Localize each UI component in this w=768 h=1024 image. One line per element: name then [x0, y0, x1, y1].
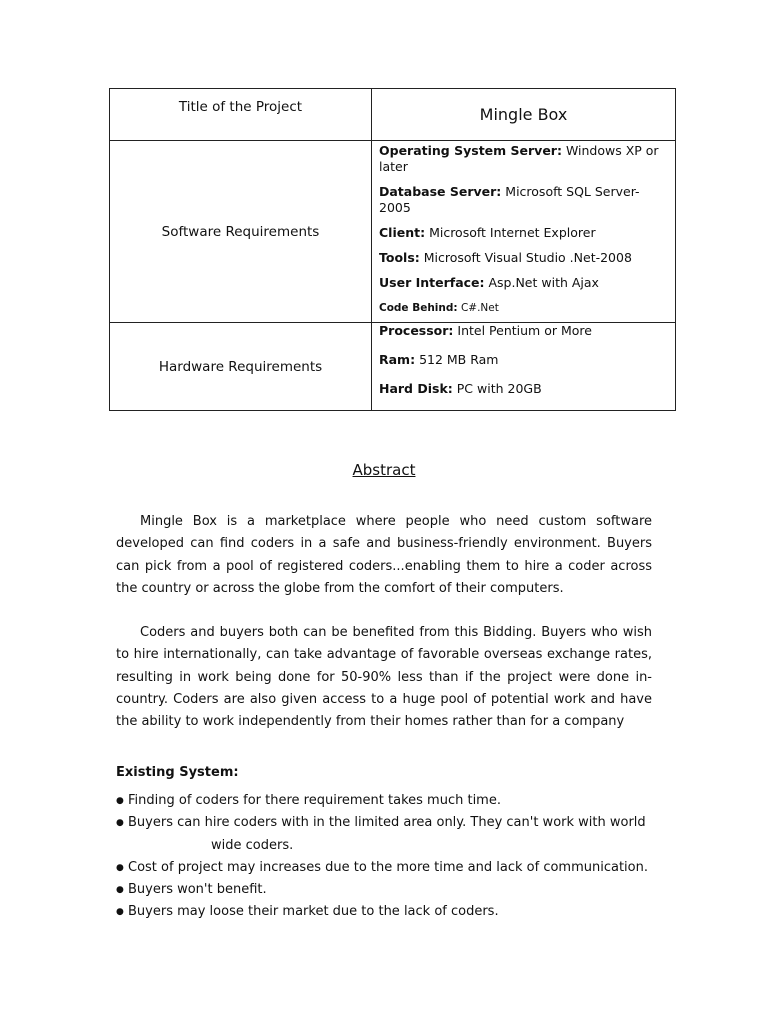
- bullet-icon: ●: [116, 907, 124, 918]
- hardware-items-cell: [372, 323, 676, 411]
- list-item: ● Buyers may loose their market due to the lack of coders.: [116, 901, 676, 923]
- hardware-item: Hard Disk: PC with 20GB: [379, 381, 542, 396]
- software-items-cell: [372, 141, 676, 323]
- list-item-continuation: wide coders.: [211, 837, 294, 853]
- title-label: Title of the Project: [178, 99, 303, 115]
- title-row: [110, 89, 676, 141]
- list-item: ● Cost of project may increases due to the more time and lack of communication.: [116, 857, 676, 879]
- abstract-paragraph: Coders and buyers both can be benefited from this Bidding. Buyers who wish to hire internationally, can take advantage of favorable overseas exchange rates, resulting in work being done for 50-90% less than if the project were done in-country. Coders are also given access to a huge pool of potential work and have the ability to work independently from their homes rather than for a company: [116, 625, 652, 730]
- software-row: [110, 141, 676, 323]
- software-item: Code Behind: C#.Net: [379, 302, 499, 314]
- hardware-item: Processor: Intel Pentium or More: [379, 323, 592, 338]
- existing-system-list: [116, 790, 676, 924]
- hardware-item: Ram: 512 MB Ram: [379, 352, 499, 367]
- bullet-icon: ●: [116, 862, 124, 873]
- project-name: Mingle Box: [479, 105, 568, 124]
- software-item: Database Server: Microsoft SQL Server-2005: [379, 184, 640, 215]
- bullet-icon: ●: [116, 796, 124, 806]
- software-item: User Interface: Asp.Net with Ajax: [379, 275, 599, 290]
- hardware-label-cell: [110, 323, 372, 411]
- list-item: ● Finding of coders for there requirement takes much time.: [116, 790, 676, 812]
- software-item: Tools: Microsoft Visual Studio .Net-2008: [379, 250, 632, 265]
- hardware-label: Hardware Requirements: [158, 358, 323, 375]
- software-item: Client: Microsoft Internet Explorer: [379, 225, 596, 240]
- title-label-cell: [110, 89, 372, 141]
- list-item: ● Buyers won't benefit.: [116, 879, 676, 901]
- title-value-cell: [372, 89, 676, 141]
- software-label: Software Requirements: [161, 223, 320, 240]
- hardware-row: [110, 323, 676, 411]
- abstract-paragraph: Mingle Box is a marketplace where people who need custom software developed can find coders in a safe and business-friendly environment. Buyers can pick from a pool of registered coders...enabling them to hire a coder across the country or across the globe from the comfort of their computers.: [116, 514, 652, 596]
- software-item: Operating System Server: Windows XP or later: [379, 143, 659, 174]
- bullet-icon: ●: [116, 818, 124, 829]
- existing-system-heading: Existing System:: [116, 765, 239, 780]
- software-label-cell: [110, 141, 372, 323]
- list-item: ● Buyers can hire coders with in the limited area only. They can't work with world wide coders.: [116, 812, 676, 857]
- project-spec-table: [109, 88, 676, 411]
- abstract-heading: Abstract: [352, 461, 416, 479]
- bullet-icon: ●: [116, 885, 124, 896]
